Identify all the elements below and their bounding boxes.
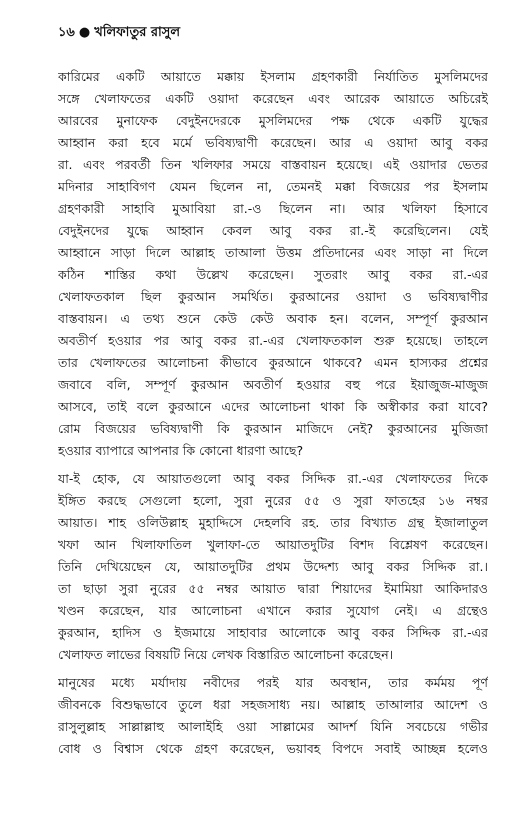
- text-line: কঠিন শাস্তির কথা উল্লেখ করেছেন। সুতরাং আবু বকর রা.-এর: [58, 267, 488, 282]
- text-line: কুরআন, হাদিস ও ইজমায়ে সাহাবার আলোকে আবু বকর সিদ্দিক রা.-এর: [58, 625, 488, 640]
- text-line: মানুষের মধ্যে মর্যাদায় নবীদের পরই যার অবস্থান, তার কর্মময় পূর্ণ: [58, 675, 488, 690]
- text-line: বোধ ও বিশ্বাস থেকে গ্রহণ করেছেন, ভয়াবহ বিপদে সবাই আচ্ছন্ন হলেও: [58, 741, 488, 756]
- text-line: রা. এবং পরবর্তী তিন খলিফার সময়ে বাস্তবায়ন হয়েছে। এই ওয়াদার ভেতর: [58, 157, 488, 172]
- text-line: বাস্তবায়ন। এ তথ্য শুনে কেউ কেউ অবাক হন। বলেন, সম্পূর্ণ কুরআন: [58, 311, 488, 326]
- text-line: ইঙ্গিত করছে সেগুলো হলো, সুরা নুরের ৫৫ ও সুরা ফাতহের ১৬ নম্বর: [58, 493, 488, 508]
- running-title: খলিফাতুর রাসুল: [94, 25, 181, 40]
- text-line: আহ্বান করা হবে মর্মে ভবিষ্যদ্বাণী করেছেন। আর এ ওয়াদা আবু বকর: [58, 135, 488, 150]
- text-line: মদিনার সাহাবিগণ যেমন ছিলেন না, তেমনই মক্কা বিজয়ের পর ইসলাম: [58, 179, 488, 194]
- text-line: খফা আন খিলাফাতিল খুলাফা-তে আয়াতদুটির বিশদ বিশ্লেষণ করেছেন।: [58, 537, 488, 552]
- paragraph-1: [58, 66, 488, 462]
- text-line: রাসুলুল্লাহ সাল্লাল্লাহু আলাইহি ওয়া সাল্লামের আদর্শ যিনি সবচেয়ে গভীর: [58, 719, 488, 734]
- text-line: সঙ্গে খেলাফতের একটি ওয়াদা করেছেন এবং আরেক আয়াতে অচিরেই: [58, 91, 488, 106]
- text-line: তিনি দেখিয়েছেন যে, আয়াতদুটির প্রথম উদ্দেশ্য আবু বকর সিদ্দিক রা.।: [58, 559, 488, 574]
- text-line: আসবে, তাই বলে কুরআনে এদের আলোচনা থাকা কি অস্বীকার করা যাবে?: [58, 399, 488, 414]
- text-line: বেদুইনদের যুদ্ধে আহ্বান কেবল আবু বকর রা.-ই করেছিলেন। যেই: [58, 223, 488, 238]
- paragraph-3: [58, 672, 488, 760]
- text-line: আয়াত। শাহ ওলিউল্লাহ মুহাদ্দিসে দেহলবি রহ. তার বিখ্যাত গ্রন্থ ইজালাতুল: [58, 515, 488, 530]
- text-line: তা ছাড়া সুরা নুরের ৫৫ নম্বর আয়াত দ্বারা শিয়াদের ইমামিয়া আকিদারও: [58, 581, 488, 596]
- text-line: জবাবে বলি, সম্পূর্ণ কুরআন অবতীর্ণ হওয়ার বহু পরে ইয়াজুজ-মাজুজ: [58, 377, 488, 392]
- page-number: ১৬: [58, 25, 75, 40]
- paragraph-2: [58, 468, 488, 666]
- text-line: গ্রহণকারী সাহাবি মুআবিয়া রা.-ও ছিলেন না। আর খলিফা হিসাবে: [58, 201, 488, 216]
- header-separator-bullet: ●: [78, 25, 91, 40]
- book-page: [58, 22, 488, 766]
- text-line: জীবনকে বিশুদ্ধভাবে তুলে ধরা সহজসাধ্য নয়। আল্লাহ তাআলার আদেশ ও: [58, 697, 488, 712]
- text-line: তার খেলাফতের আলোচনা কীভাবে কুরআনে থাকবে? এমন হাস্যকর প্রশ্নের: [58, 355, 488, 370]
- text-line: যা-ই হোক, যে আয়াতগুলো আবু বকর সিদ্দিক রা.-এর খেলাফতের দিকে: [58, 471, 488, 486]
- text-line: আরবের মুনাফেক বেদুইনদেরকে মুসলিমদের পক্ষ থেকে একটি যুদ্ধের: [58, 113, 488, 128]
- text-line: কারিমের একটি আয়াতে মক্কায় ইসলাম গ্রহণকারী নির্যাতিত মুসলিমদের: [58, 69, 488, 84]
- text-line: আহ্বানে সাড়া দিলে আল্লাহ তাআলা উত্তম প্রতিদানের এবং সাড়া না দিলে: [58, 245, 488, 260]
- text-line: খেলাফত লাভের বিষয়টি নিয়ে লেখক বিস্তারিত আলোচনা করেছেন।: [58, 647, 394, 662]
- text-line: অবতীর্ণ হওয়ার পর আবু বকর রা.-এর খেলাফতকাল শুরু হয়েছে। তাহলে: [58, 333, 488, 348]
- text-line: রোম বিজয়ের ভবিষ্যদ্বাণী কি কুরআন মাজিদে নেই? কুরআনের মুজিজা: [58, 421, 488, 436]
- text-line: খণ্ডন করেছেন, যার আলোচনা এখানে করার সুযোগ নেই। এ গ্রন্থেও: [58, 603, 488, 618]
- text-line: খেলাফতকাল ছিল কুরআন সমর্থিত। কুরআনের ওয়াদা ও ভবিষ্যদ্বাণীর: [58, 289, 488, 304]
- running-header: [58, 22, 488, 44]
- text-line: হওয়ার ব্যাপারে আপনার কি কোনো ধারণা আছে?: [58, 443, 304, 458]
